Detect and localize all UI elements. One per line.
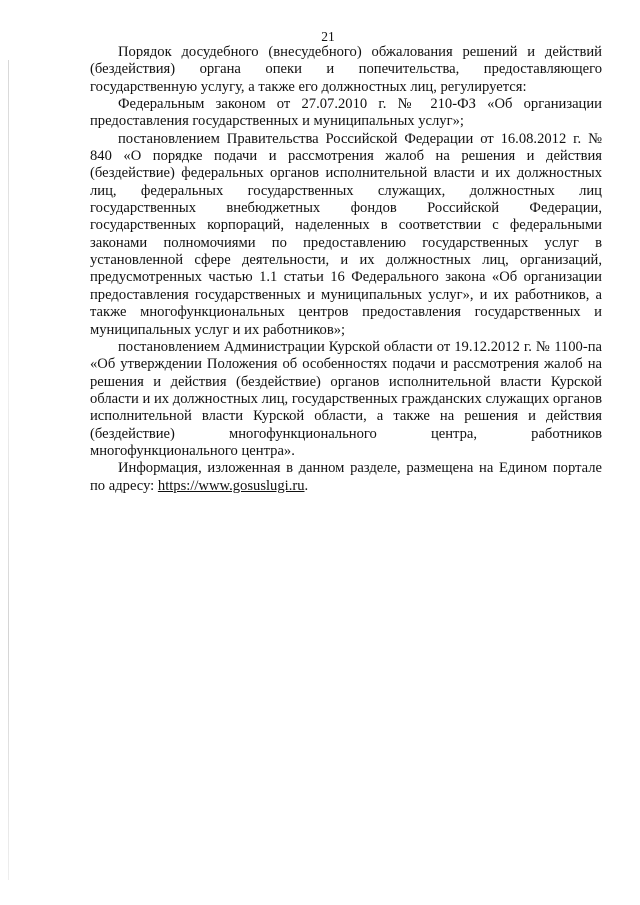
gosuslugi-link[interactable]: https://www.gosuslugi.ru bbox=[157, 477, 305, 494]
portal-info-text: Информация, изложенная в данном разделе, размещена на Едином портале по адресу: bbox=[90, 460, 602, 494]
paragraph-kursk-resolution: постановлением Администрации Курской области от 19.12.2012 г. № 1100-па «Об утверждении Положения об особенностях подачи и рассмотрения жалоб на решения и действия (бездействие) органов исполнительной власти Курской области и их должностных лиц, государственных гражданских служащих органов исполнительной власти Курской области, а также на решения и действия (бездействие) многофункционального центра, работников многофункционального центра». bbox=[90, 338, 602, 459]
paragraph-portal-info bbox=[90, 460, 602, 495]
document-body bbox=[90, 44, 602, 495]
paragraph-federal-law: Федеральным законом от 27.07.2010 г. № 210-ФЗ «Об организации предоставления государственных и муниципальных услуг»; bbox=[90, 96, 602, 130]
paragraph-appeal-procedure: Порядок досудебного (внесудебного) обжалования решений и действий (бездействия) органа опеки и попечительства, предоставляющего государственную услугу, а также его должностных лиц, регулируется: bbox=[90, 44, 602, 95]
portal-info-end: . bbox=[304, 477, 309, 494]
paragraph-government-resolution: постановлением Правительства Российской Федерации от 16.08.2012 г. № 840 «О порядке подачи и рассмотрения жалоб на решения и действия (бездействие) федеральных органов исполнительной власти и их должностных лиц, федеральных государственных служащих, должностных лиц государственных внебюджетных фондов Российской Федерации, государственных корпораций, наделенных в соответствии с федеральными законами полномочиями по предоставлению государственных услуг в установленной сфере деятельности, и их должностных лиц, организаций, предусмотренных частью 1.1 статьи 16 Федерального закона «Об организации предоставления государственных и муниципальных услуг», и их работников, а также многофункциональных центров предоставления государственных и муниципальных услуг и их работников»; bbox=[90, 130, 602, 338]
page-number: 21 bbox=[321, 29, 335, 44]
scan-edge-line bbox=[8, 60, 9, 880]
